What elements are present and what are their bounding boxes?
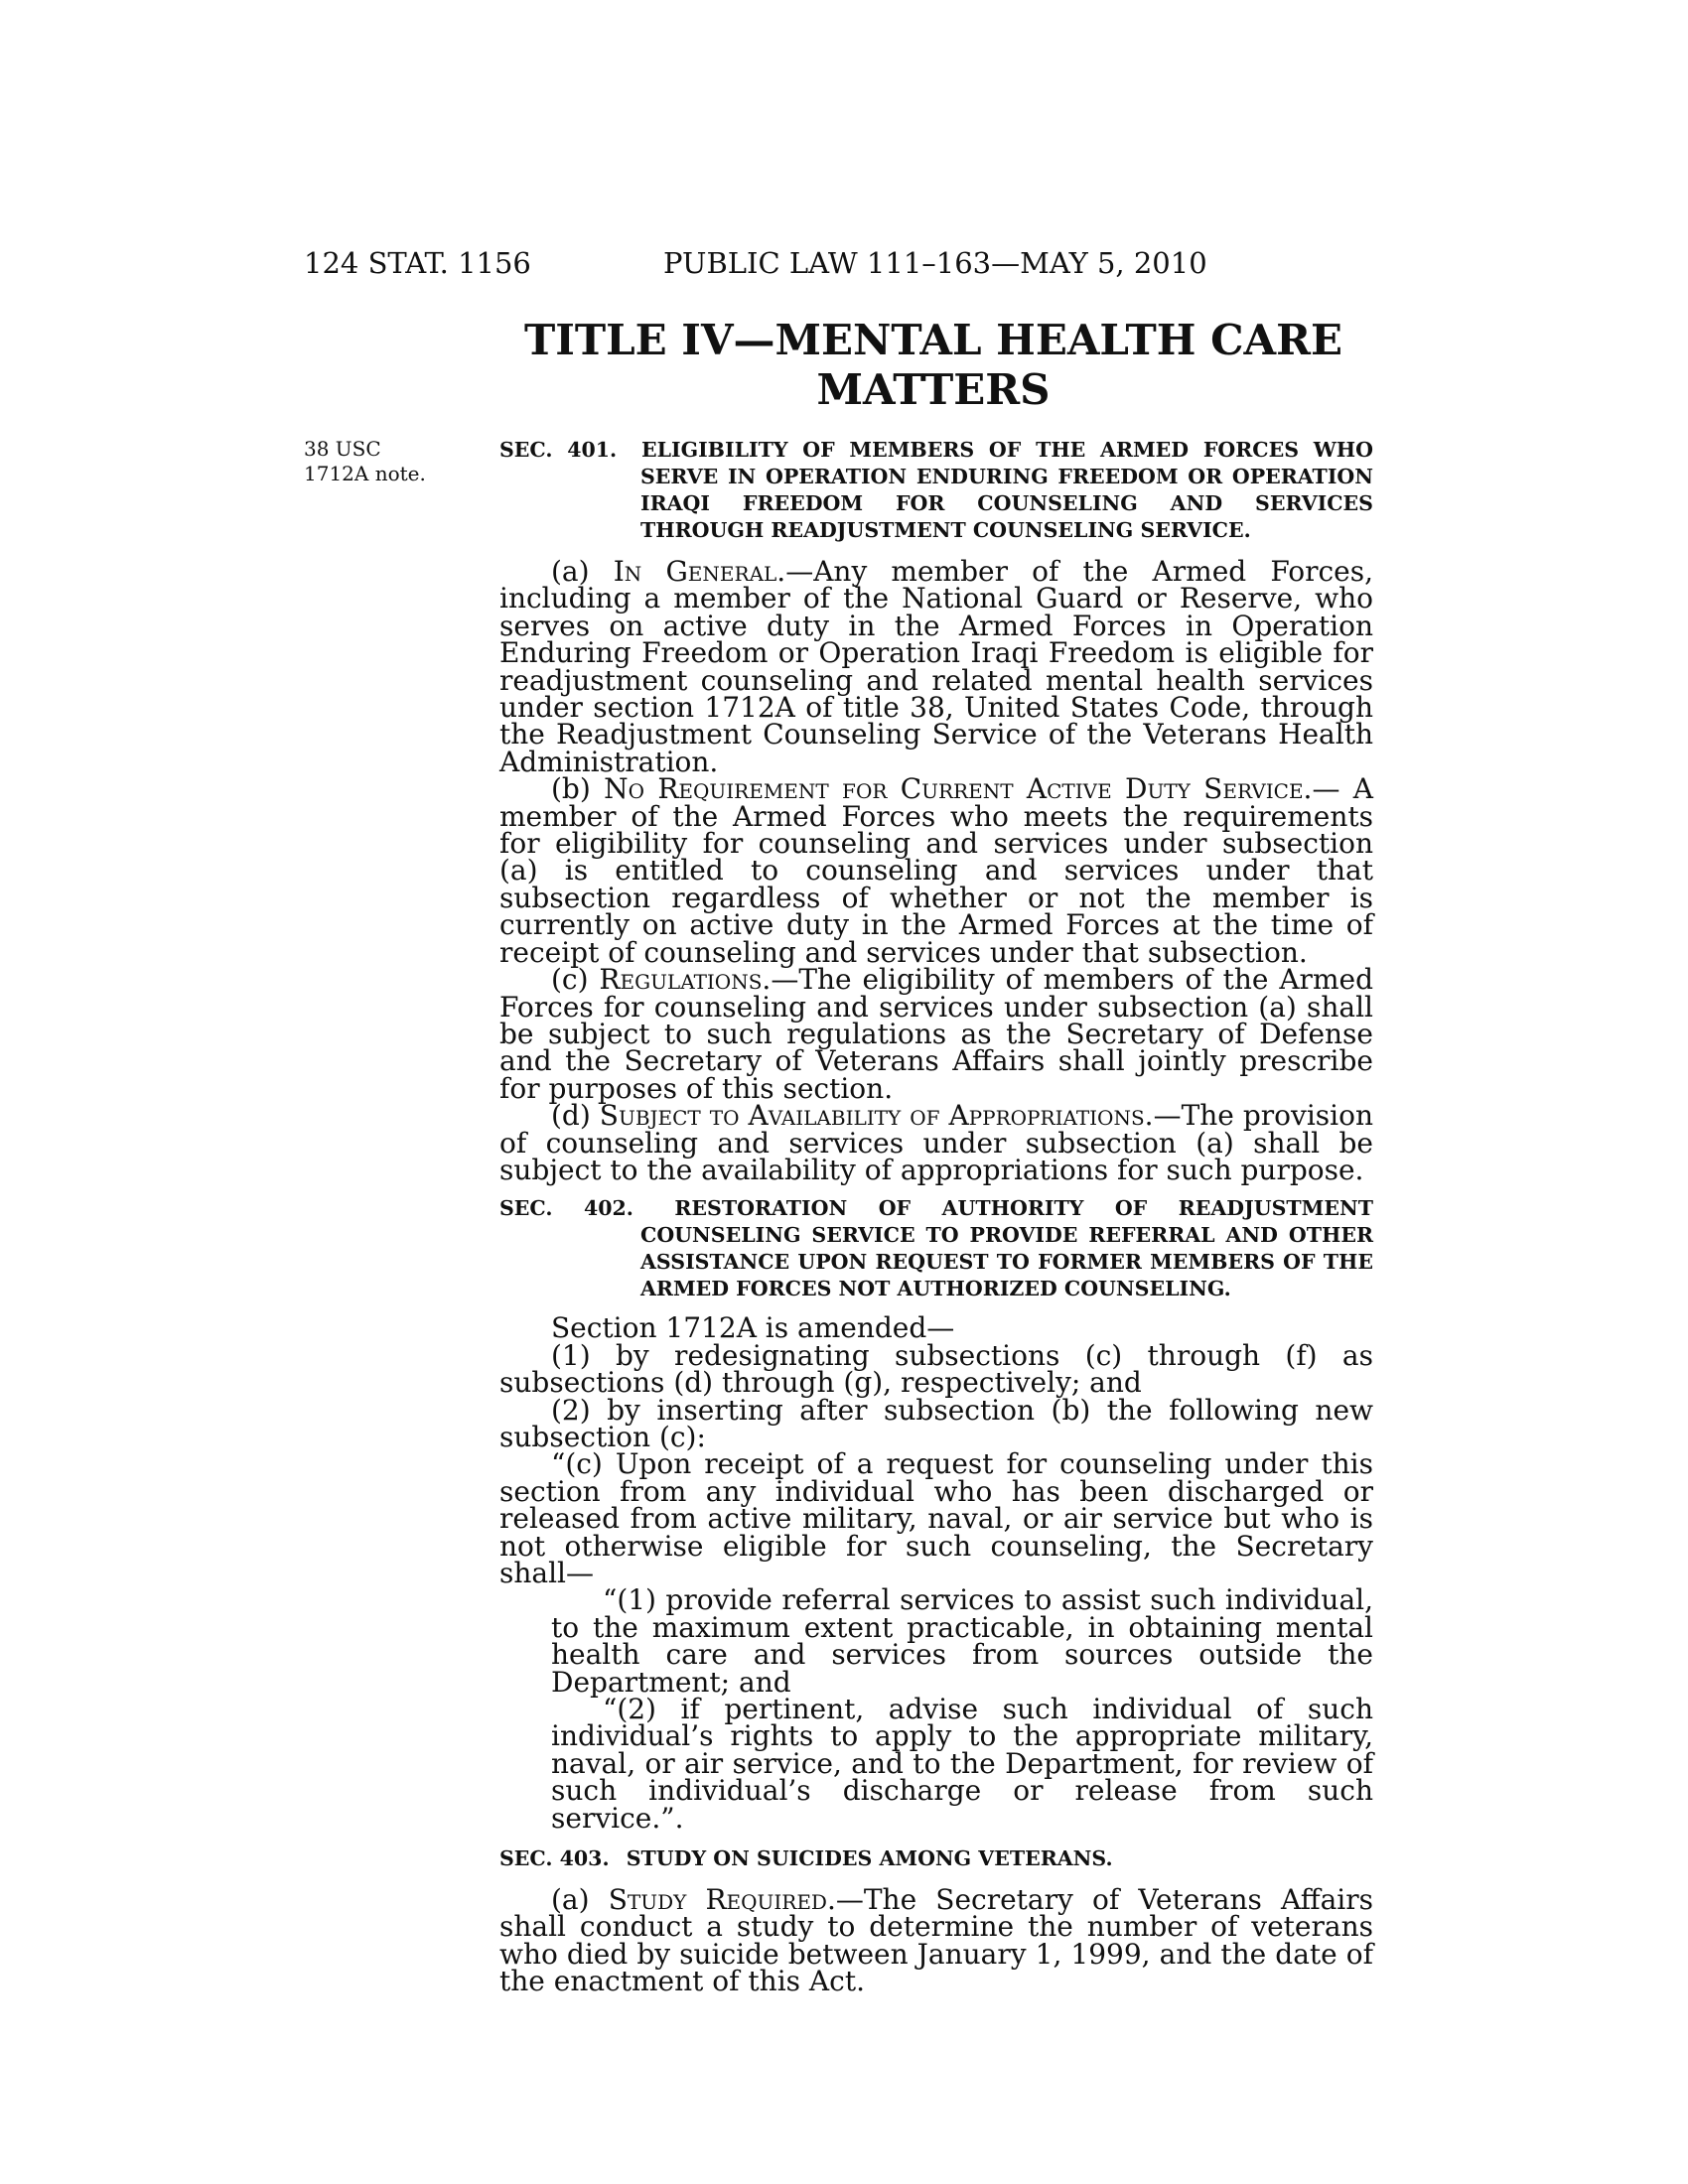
subsection-b-text: — A member of the Armed Forces who meets the requirements for eligibility for counseling and services under subsection (a) is entitled to counseling and services under that subsection regardless of whether or not the member is currently on active duty in the Armed Forces at the time of receipt of counseling and services under that subsection. (499, 772, 1373, 969)
study-required-text: —The Secretary of Veterans Affairs shall conduct a study to determine the number of veterans who died by suicide between January 1, 1999, and the date of the enactment of this Act. (499, 1883, 1373, 1998)
subsection-a-text: —Any member of the Armed Forces, including a member of the National Guard or Reserve, who serves on active duty in the Armed Forces in Operation Enduring Freedom or Operation Iraqi Freedom is eligible for readjustment counseling and related mental health services under section 1712A of title 38, United States Code, through the Readjustment Counseling Service of the Veterans Health Administration. (499, 555, 1374, 778)
section-402-item-2: (2) by inserting after subsection (b) the following new subsection (c): (499, 1393, 1373, 1453)
margin-note (304, 437, 453, 486)
section-401-number: SEC. 401. (499, 438, 618, 462)
section-403-number: SEC. 403. (499, 1846, 610, 1871)
page-header (304, 246, 1366, 286)
subsection-d-caption: Subject to Availability of Appropriations (599, 1099, 1145, 1133)
section-403-title: STUDY ON SUICIDES AMONG VETERANS. (626, 1846, 1113, 1871)
public-law-citation: PUBLIC LAW 111–163—MAY 5, 2010 (663, 246, 1207, 280)
section-403-heading (499, 1845, 1373, 1872)
subsection-b-caption: No Requirement for Current Active Duty Service (604, 772, 1304, 806)
quoted-subsection-c: “(c) Upon receipt of a request for counseling under this section from any individual who has been discharged or released from active military, naval, or air service but who is not otherwise eligible for such counseling, the Secretary shall— (499, 1447, 1373, 1589)
subsection-a-caption: In General (613, 555, 777, 588)
quoted-paragraph-1: “(1) provide referral services to assist such individual, to the maximum extent practicable, in obtaining mental health care and services from sources outside the Department; and (551, 1583, 1373, 1699)
subsection-d-text: —The provision of counseling and services under subsection (a) shall be subject to the availability of appropriations for such purpose. (499, 1099, 1373, 1186)
section-402-number: SEC. 402. (499, 1196, 633, 1221)
statute-page-number: 124 STAT. 1156 (304, 246, 531, 280)
body-content (499, 437, 1374, 1998)
subsection-c-caption: Regulations (599, 963, 763, 997)
title-heading: TITLE IV—MENTAL HEALTH CARE MATTERS (523, 316, 1343, 414)
section-401-heading (499, 437, 1373, 544)
quoted-paragraph-2: “(2) if pertinent, advise such individual of such individual’s rights to apply to the appropriate military, naval, or air service, and to the Department, for review of such individual’s discharge or release from such service.”. (551, 1693, 1373, 1835)
section-402-item-1: (1) by redesignating subsections (c) through (f) as subsections (d) through (g), respectively; and (499, 1338, 1373, 1400)
subsection-c-text: —The eligibility of members of the Armed Forces for counseling and services under subsection (a) shall be subject to such regulations as the Secretary of Defense and the Secretary of Veterans Affairs shall jointly prescribe for purposes of this section. (499, 963, 1373, 1105)
margin-note-line1: 38 USC (304, 437, 381, 461)
section-401-subsection-a: (a) In General.—Any member of the Armed Forces, including a member of the National Guard or Reserve, who serves on active duty in the Armed Forces in Operation Enduring Freedom or Operation Iraqi Freedom is eligible for readjustment counseling and related mental health services under section 1712A of title 38, United States Code, through the Readjustment Counseling Service of the Veterans Health Administration. (499, 555, 1374, 778)
study-required-caption: Study Required (608, 1883, 827, 1917)
section-401-title: ELIGIBILITY OF MEMBERS OF THE ARMED FORCES WHO SERVE IN OPERATION ENDURING FREEDOM OR OPERATION IRAQI FREEDOM FOR COUNSELING AND SERVICES THROUGH READJUSTMENT COUNSELING SERVICE. (640, 438, 1374, 542)
margin-note-line2: 1712A note. (304, 462, 426, 485)
section-402-intro: Section 1712A is amended— (551, 1311, 955, 1345)
section-402-heading (499, 1195, 1373, 1302)
section-401-subsection-b: (b) No Requirement for Current Active Duty Service.— A member of the Armed Forces who meets the requirements for eligibility for counseling and services under subsection (a) is entitled to counseling and services under that subsection regardless of whether or not the member is currently on active duty in the Armed Forces at the time of receipt of counseling and services under that subsection. (499, 772, 1373, 969)
section-401-subsection-d: (d) Subject to Availability of Appropriations.—The provision of counseling and services under subsection (a) shall be subject to the availability of appropriations for such purpose. (499, 1099, 1373, 1186)
section-401-subsection-c: (c) Regulations.—The eligibility of members of the Armed Forces for counseling and services under subsection (a) shall be subject to such regulations as the Secretary of Defense and the Secretary of Veterans Affairs shall jointly prescribe for purposes of this section. (499, 963, 1373, 1105)
section-402-title: RESTORATION OF AUTHORITY OF READJUSTMENT COUNSELING SERVICE TO PROVIDE REFERRAL AND OTHER ASSISTANCE UPON REQUEST TO FORMER MEMBERS OF THE ARMED FORCES NOT AUTHORIZED COUNSELING. (640, 1196, 1373, 1301)
section-403-subsection-a: (a) Study Required.—The Secretary of Veterans Affairs shall conduct a study to determine the number of veterans who died by suicide between January 1, 1999, and the date of the enactment of this Act. (499, 1883, 1373, 1998)
